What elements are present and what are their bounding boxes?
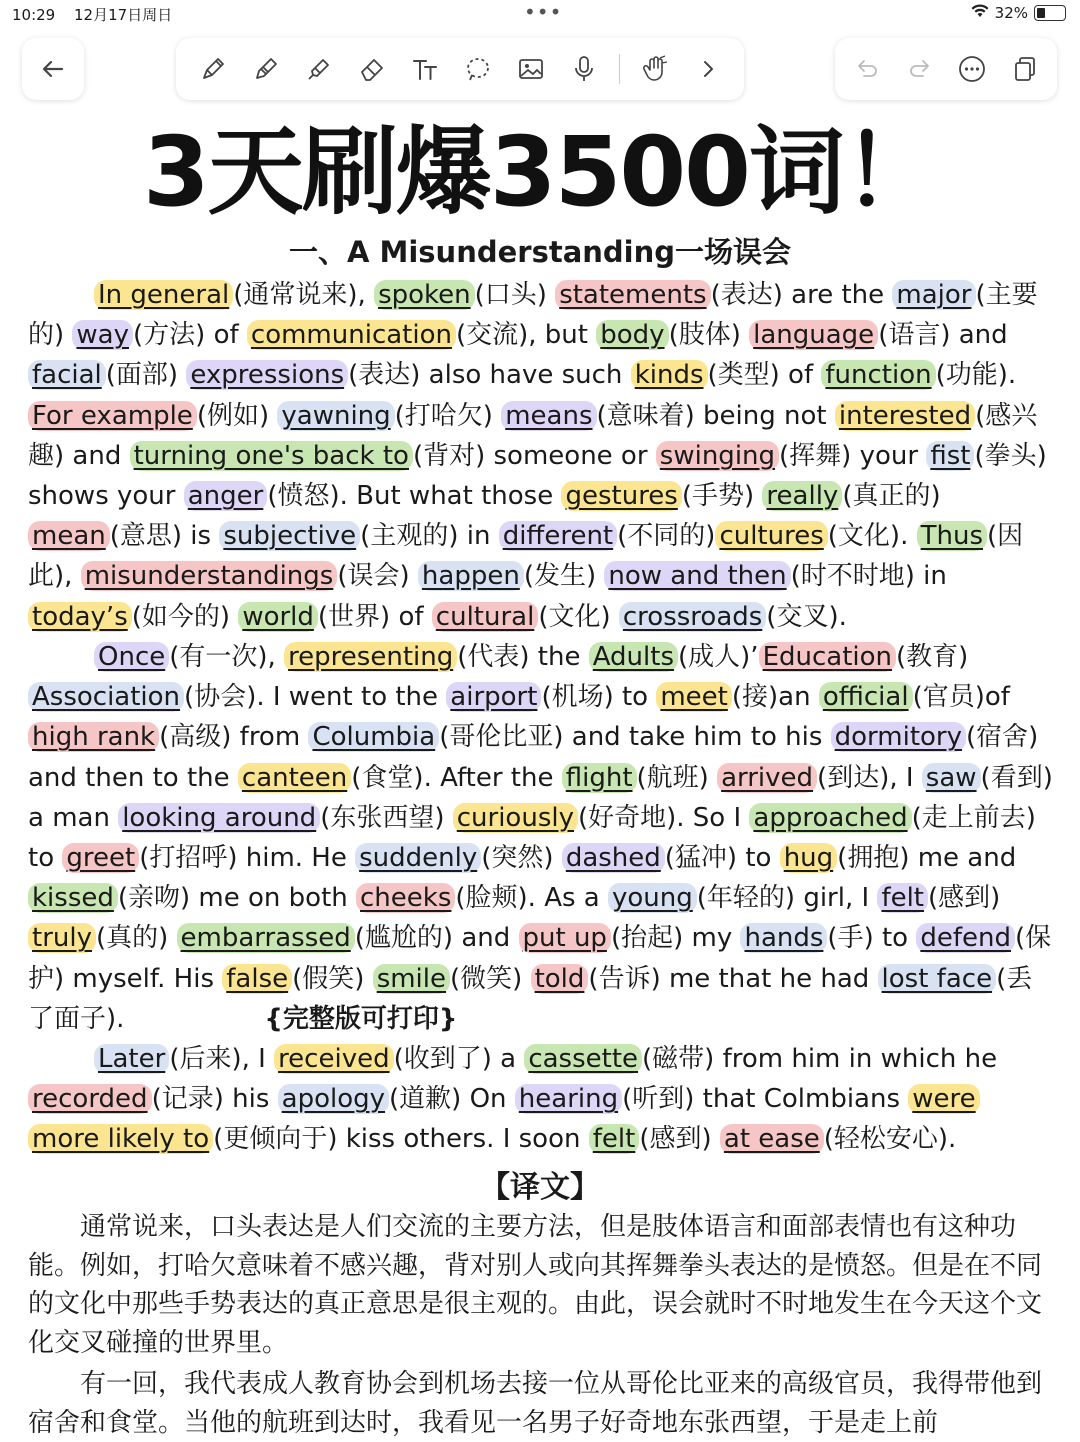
vocab-highlight: flight bbox=[562, 763, 637, 793]
vocab-highlight: Later bbox=[94, 1044, 169, 1074]
vocab-highlight: fist bbox=[926, 441, 974, 471]
passage-text: (因此), bbox=[28, 521, 1024, 592]
vocab-highlight: at ease bbox=[720, 1124, 824, 1154]
vocab-highlight: Education bbox=[759, 642, 896, 672]
pages-icon[interactable] bbox=[1007, 51, 1043, 87]
translation-text-2: 有一回，我代表成人教育协会到机场去接一位从哥伦比亚来的高级官员，我得带他到宿舍和食堂。当他的航班到达时，我看见一名男子好奇地东张西望，于是走上前 bbox=[28, 1369, 1043, 1438]
passage-text: (后来), I bbox=[169, 1044, 275, 1074]
vocab-highlight: Thus bbox=[917, 521, 987, 551]
section-heading: 一、A Misunderstanding一场误会 bbox=[288, 235, 792, 269]
back-button[interactable] bbox=[22, 38, 84, 100]
hand-pointer-icon[interactable] bbox=[637, 51, 673, 87]
passage-text: (表达) are the bbox=[710, 280, 893, 310]
passage-text: (拳头) shows your bbox=[28, 440, 1047, 512]
vocab-highlight: major bbox=[892, 280, 975, 310]
passage-text: (挥舞) your bbox=[779, 440, 927, 471]
passage-text: (交流), but bbox=[455, 320, 597, 351]
passage-text: (机场) to bbox=[541, 682, 657, 713]
vocab-highlight: saw bbox=[922, 763, 981, 793]
passage-text: (假笑) bbox=[292, 963, 373, 994]
passage-text: (猛冲) to bbox=[664, 843, 780, 874]
passage-text: (航班) bbox=[636, 762, 718, 793]
vocab-highlight: dormitory bbox=[831, 722, 966, 752]
passage-text: (手) to bbox=[827, 923, 917, 954]
multitasking-dots-icon[interactable]: ••• bbox=[524, 0, 563, 24]
vocab-highlight: interested bbox=[835, 401, 975, 431]
vocab-highlight: felt bbox=[589, 1124, 640, 1154]
vocab-highlight: truly bbox=[28, 923, 96, 953]
vocab-highlight: young bbox=[608, 883, 697, 913]
passage-text: (意思) is bbox=[109, 521, 220, 552]
vocab-highlight: looking around bbox=[118, 803, 320, 833]
passage-text: (协会). I went to the bbox=[184, 682, 447, 713]
passage-text: (保护) myself. His bbox=[28, 923, 1052, 994]
passage-text: (主观的) in bbox=[360, 521, 499, 552]
vocab-highlight: smile bbox=[373, 964, 450, 994]
passage-text: (表达) also have such bbox=[348, 360, 631, 391]
passage-text: (抬起) my bbox=[610, 923, 741, 954]
passage-text: (肢体) bbox=[668, 320, 750, 351]
battery-percent: 32% bbox=[994, 4, 1028, 22]
passage-text: (好奇地). So I bbox=[577, 802, 750, 833]
vocab-highlight: swinging bbox=[656, 441, 779, 471]
passage-text: (微笑) bbox=[450, 963, 531, 994]
passage-text: (感到) bbox=[928, 883, 1001, 914]
vocab-highlight: defend bbox=[916, 923, 1015, 953]
vocab-highlight: way bbox=[72, 320, 133, 350]
passage-text: (不同的) bbox=[617, 521, 716, 552]
passage-text: (到达), I bbox=[817, 762, 922, 793]
passage-text: (主要的) bbox=[28, 280, 1038, 351]
passage-text: (听到) that Colmbians bbox=[622, 1084, 909, 1115]
passage-text: (打招呼) him. He bbox=[139, 843, 356, 874]
translation-text-1: 通常说来，口头表达是人们交流的主要方法，但是肢体语言和面部表情也有这种功能。例如，打哈欠意味着不感兴趣，背对别人或向其挥舞拳头表达的是愤怒。但是在不同的文化中那些手势表达的真正意思是很主观的。由此，误会就时不时地发生在今天这个文化交叉碰撞的世界里。 bbox=[28, 1212, 1043, 1358]
passage-text: (亲吻) me on both bbox=[117, 883, 357, 914]
arrow-left-icon bbox=[35, 51, 71, 87]
passage-text: (感兴趣) and bbox=[28, 400, 1038, 471]
passage-text: (年轻的) girl, I bbox=[696, 883, 878, 914]
passage-paragraph-1 bbox=[28, 275, 1058, 637]
passage-text: (时不时地) in bbox=[790, 561, 947, 592]
vocab-highlight: hands bbox=[740, 923, 827, 953]
passage-text: (官员)of bbox=[912, 682, 1010, 713]
chevron-right-icon[interactable] bbox=[690, 51, 726, 87]
vocab-highlight: cheeks bbox=[356, 883, 455, 913]
vocab-highlight: Association bbox=[28, 682, 184, 712]
vocab-highlight: official bbox=[819, 682, 913, 712]
vocab-highlight: misunderstandings bbox=[81, 561, 338, 591]
status-date: 12月17日周日 bbox=[74, 6, 173, 24]
passage-text: (高级) from bbox=[159, 722, 309, 753]
vocab-highlight: body bbox=[596, 320, 668, 350]
battery-icon bbox=[1034, 5, 1066, 21]
vocab-highlight: different bbox=[499, 521, 617, 551]
passage-text: (东张西望) bbox=[320, 802, 453, 833]
pen-icon[interactable] bbox=[195, 51, 231, 87]
passage-paragraph-3 bbox=[28, 1039, 1058, 1160]
passage-text: (背对) someone or bbox=[412, 440, 656, 471]
vocab-highlight: arrived bbox=[717, 763, 817, 793]
passage-text: (更倾向于) kiss others. I soon bbox=[213, 1124, 589, 1155]
passage-text: (宿舍) and then to the bbox=[28, 722, 1039, 793]
vocab-highlight: airport bbox=[446, 682, 541, 712]
passage-text: (轻松安心). bbox=[823, 1124, 957, 1155]
vocab-highlight: received bbox=[274, 1044, 394, 1074]
vocab-highlight: suddenly bbox=[355, 843, 481, 873]
passage-text: (面部) bbox=[105, 360, 187, 391]
wifi-icon bbox=[971, 4, 989, 22]
vocab-highlight: cultural bbox=[432, 602, 539, 632]
image-icon[interactable] bbox=[513, 51, 549, 87]
vocab-highlight: spoken bbox=[374, 280, 475, 310]
marker-icon[interactable] bbox=[301, 51, 337, 87]
vocab-highlight: recorded bbox=[28, 1084, 152, 1114]
passage-text: (感到) bbox=[639, 1124, 720, 1155]
vocab-highlight: high rank bbox=[28, 722, 159, 752]
status-bar bbox=[0, 0, 1080, 30]
translation-heading: 【译文】 bbox=[480, 1170, 600, 1205]
vocab-highlight: cassette bbox=[524, 1044, 642, 1074]
vocab-highlight: were bbox=[908, 1084, 979, 1114]
vocab-highlight: Once bbox=[94, 642, 169, 672]
passage-text: (代表) the bbox=[457, 642, 589, 672]
actions-toolbar bbox=[835, 38, 1057, 100]
vocab-highlight: greet bbox=[62, 843, 139, 873]
vocab-highlight: function bbox=[821, 360, 935, 390]
print-note: {完整版可打印} bbox=[264, 1003, 458, 1034]
vocab-highlight: kissed bbox=[28, 883, 118, 913]
vocab-highlight: gestures bbox=[561, 481, 681, 511]
vocab-highlight: lost face bbox=[878, 964, 997, 994]
vocab-highlight: really bbox=[762, 481, 842, 511]
eraser-icon[interactable] bbox=[354, 51, 390, 87]
vocab-highlight: world bbox=[238, 602, 318, 632]
passage-text: (有一次), bbox=[169, 642, 285, 672]
vocab-highlight: means bbox=[501, 401, 596, 431]
passage-text: (例如) bbox=[196, 400, 278, 431]
vocab-highlight: today’s bbox=[28, 602, 132, 632]
vocab-highlight: put up bbox=[519, 923, 611, 953]
passage-text: (打哈欠) bbox=[394, 400, 502, 431]
drawing-toolbar bbox=[176, 38, 744, 100]
passage-text: (道歉) On bbox=[389, 1084, 515, 1115]
vocab-highlight: more likely to bbox=[28, 1124, 213, 1154]
vocab-highlight: kinds bbox=[631, 360, 708, 390]
passage-text: (意味着) being not bbox=[596, 400, 835, 431]
passage-text: (如今的) bbox=[131, 601, 239, 632]
passage-text: (教育) bbox=[896, 642, 969, 672]
vocab-highlight: meet bbox=[656, 682, 732, 712]
passage-text: (脸颊). As a bbox=[455, 883, 609, 914]
passage-text: (磁带) from him in which he bbox=[642, 1044, 998, 1074]
passage-text: (真正的) bbox=[842, 481, 941, 512]
passage-text: (看到) a man bbox=[28, 762, 1053, 833]
vocab-highlight: turning one's back to bbox=[130, 441, 413, 471]
passage-text: (丢了面子). bbox=[28, 963, 1033, 1034]
vocab-highlight: Adults bbox=[589, 642, 678, 672]
vocab-highlight: happen bbox=[418, 561, 524, 591]
vocab-highlight: false bbox=[222, 964, 292, 994]
vocab-highlight: told bbox=[531, 964, 589, 994]
vocab-highlight: expressions bbox=[186, 360, 348, 390]
vocab-highlight: language bbox=[749, 320, 878, 350]
vocab-highlight: felt bbox=[877, 883, 928, 913]
more-icon[interactable] bbox=[954, 51, 990, 87]
passage-text: (文化) bbox=[538, 601, 619, 632]
passage-text: (突然) bbox=[481, 843, 562, 874]
pencil-icon[interactable] bbox=[248, 51, 284, 87]
vocab-highlight: canteen bbox=[238, 763, 351, 793]
passage-text: (收到了) a bbox=[393, 1044, 525, 1074]
vocab-highlight: apology bbox=[278, 1084, 389, 1114]
vocab-highlight: crossroads bbox=[619, 602, 766, 632]
translation-paragraph-1 bbox=[28, 1208, 1053, 1362]
passage-text: (误会) bbox=[337, 561, 418, 592]
redo-icon[interactable] bbox=[902, 51, 938, 87]
status-time: 10:29 bbox=[12, 6, 56, 24]
vocab-highlight: embarrassed bbox=[177, 923, 355, 953]
passage-text: (语言) and bbox=[878, 320, 1008, 351]
passage-text: (世界) of bbox=[317, 601, 432, 632]
passage-text: (食堂). After the bbox=[351, 762, 562, 793]
passage-text: (哥伦比亚) and take him to his bbox=[439, 722, 831, 753]
vocab-highlight: yawning bbox=[277, 401, 394, 431]
passage-text: (告诉) me that he had bbox=[588, 963, 878, 994]
passage-paragraph-2 bbox=[28, 637, 1058, 1039]
vocab-highlight: approached bbox=[749, 803, 911, 833]
toolbar-divider bbox=[619, 54, 620, 84]
passage-text: (手势) bbox=[681, 481, 763, 512]
passage-text: (方法) of bbox=[133, 320, 247, 351]
vocab-highlight: communication bbox=[247, 320, 456, 350]
passage-text: (记录) his bbox=[151, 1084, 278, 1115]
passage-text: (走上前去) to bbox=[28, 802, 1036, 874]
passage-text: (接)an bbox=[731, 682, 819, 713]
passage-text: (成人)’ bbox=[678, 642, 759, 672]
vocab-highlight: For example bbox=[28, 401, 197, 431]
vocab-highlight: representing bbox=[284, 642, 457, 672]
vocab-highlight: now and then bbox=[604, 561, 790, 591]
text-icon[interactable] bbox=[407, 51, 443, 87]
undo-icon[interactable] bbox=[849, 51, 885, 87]
passage-text: (通常说来), bbox=[233, 280, 375, 310]
passage-text: (真的) bbox=[95, 923, 177, 954]
passage-text: (愤怒). But what those bbox=[267, 481, 562, 512]
vocab-highlight: subjective bbox=[219, 521, 360, 551]
passage-text: (交叉). bbox=[766, 601, 847, 632]
vocab-highlight: hug bbox=[780, 843, 837, 873]
vocab-highlight: curiously bbox=[453, 803, 578, 833]
vocab-highlight: statements bbox=[555, 280, 710, 310]
mic-icon[interactable] bbox=[566, 51, 602, 87]
vocab-highlight: facial bbox=[28, 360, 106, 390]
vocab-highlight: cultures bbox=[715, 521, 827, 551]
vocab-highlight: In general bbox=[94, 280, 233, 310]
passage-text: (尴尬的) and bbox=[354, 923, 519, 954]
vocab-highlight: anger bbox=[184, 481, 268, 511]
passage-text: (文化). bbox=[827, 521, 917, 552]
passage-text: (类型) of bbox=[707, 360, 822, 391]
vocab-highlight: hearing bbox=[515, 1084, 622, 1114]
vocab-highlight: dashed bbox=[562, 843, 665, 873]
passage-text: (拥抱) me and bbox=[837, 843, 1017, 874]
passage-text: (功能). bbox=[935, 360, 1017, 391]
vocab-highlight: mean bbox=[28, 521, 110, 551]
passage-text: (口头) bbox=[474, 280, 556, 310]
passage-text: (发生) bbox=[523, 561, 605, 592]
translation-paragraph-2 bbox=[28, 1365, 1053, 1442]
lasso-icon[interactable] bbox=[460, 51, 496, 87]
vocab-highlight: Columbia bbox=[308, 722, 439, 752]
page-title: 3天刷爆3500词！ bbox=[143, 116, 937, 228]
